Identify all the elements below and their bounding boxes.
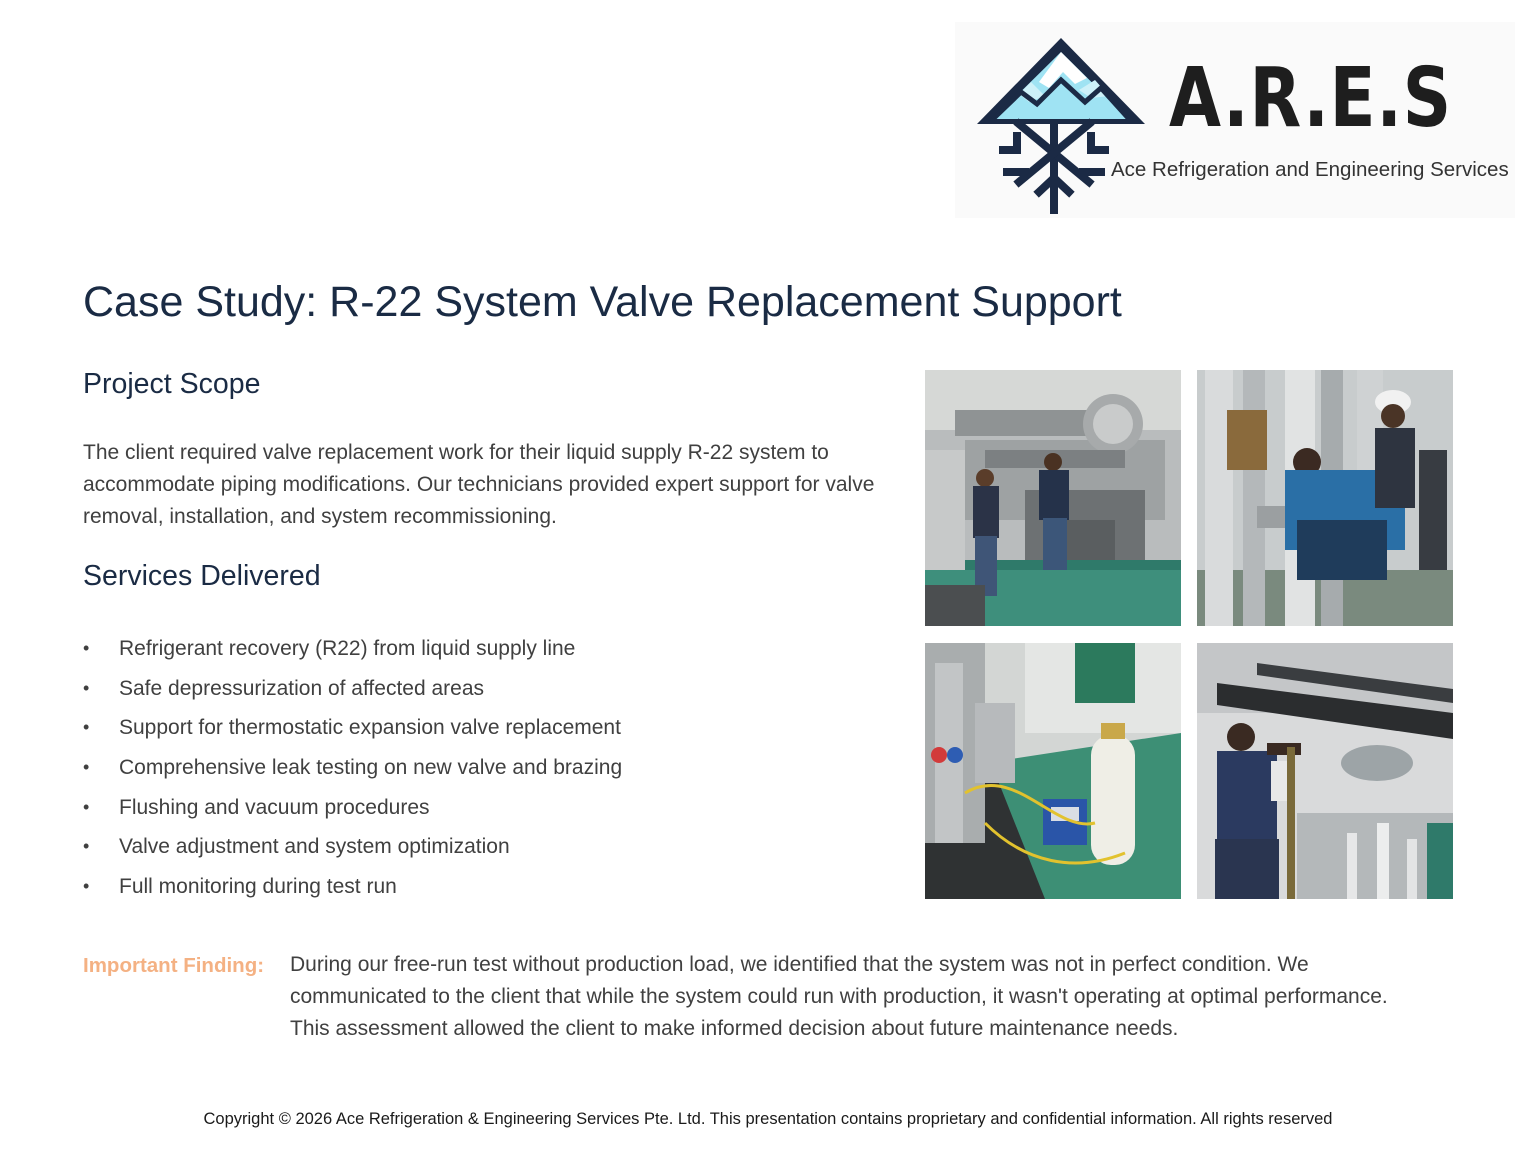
service-item: Safe depressurization of affected areas	[119, 676, 485, 700]
services-heading: Services Delivered	[83, 560, 321, 592]
mountain-snowflake-icon	[959, 32, 1155, 218]
service-item: Support for thermostatic expansion valve replacement	[119, 716, 621, 740]
list-item	[83, 748, 883, 788]
bullet: •	[83, 796, 90, 817]
service-item: Comprehensive leak testing on new valve and brazing	[119, 756, 623, 780]
bullet: •	[83, 836, 90, 857]
photo-overhead-pipe-work	[1197, 643, 1453, 899]
service-item: Full monitoring during test run	[119, 875, 397, 899]
service-item: Refrigerant recovery (R22) from liquid supply line	[119, 637, 576, 660]
bullet: •	[83, 717, 90, 738]
copyright-footer: Copyright © 2026 Ace Refrigeration & Engineering Services Pte. Ltd. This presentation contains proprietary and confidential information. All rights reserved	[203, 1110, 1333, 1128]
logo-title: A.R.E.S	[1169, 51, 1453, 146]
service-item: Flushing and vacuum procedures	[119, 795, 430, 819]
important-finding-text: During our free-run test without production load, we identified that the system was not in perfect condition. We communicated to the client that while the system could run with production, it wasn't operating at optimal performance. This assessment allowed the client to make informed decision about future maintenance needs.	[290, 953, 1388, 1040]
photo-recovery-cylinder	[925, 643, 1181, 899]
list-item	[83, 629, 883, 669]
list-item	[83, 827, 883, 867]
bullet: •	[83, 757, 90, 778]
service-item: Valve adjustment and system optimization	[119, 835, 510, 859]
bullet: •	[83, 677, 90, 698]
project-scope-heading: Project Scope	[83, 368, 261, 400]
list-item	[83, 669, 883, 709]
important-finding-label: Important Finding:	[83, 954, 265, 977]
list-item	[83, 788, 883, 828]
page-title: Case Study: R-22 System Valve Replacement Support	[83, 278, 1122, 326]
photo-technicians-at-machinery	[925, 370, 1181, 626]
services-list	[83, 629, 883, 907]
list-item	[83, 867, 883, 907]
project-scope-text: The client required valve replacement work for their liquid supply R-22 system to accommodate piping modifications. Our technicians provided expert support for valve removal, installation, and system recommissioning.	[83, 441, 875, 528]
photo-pipe-work-hardhat	[1197, 370, 1453, 626]
logo-subtitle: Ace Refrigeration and Engineering Services	[1111, 158, 1509, 181]
list-item	[83, 708, 883, 748]
bullet: •	[83, 876, 90, 897]
bullet: •	[83, 638, 90, 658]
company-logo	[955, 22, 1515, 218]
